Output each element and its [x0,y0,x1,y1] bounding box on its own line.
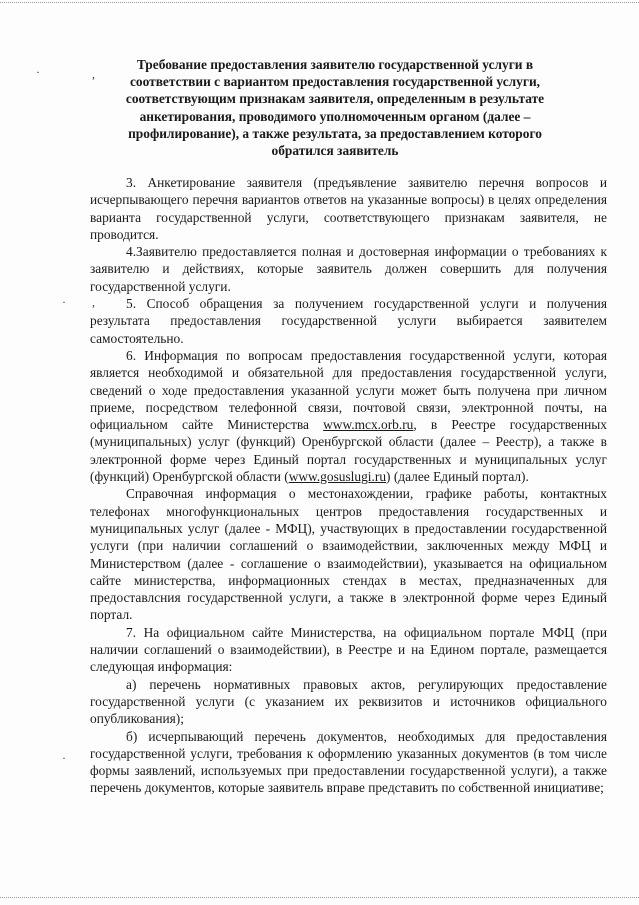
scan-speck: · [62,751,66,765]
paragraph-7a: а) перечень нормативных правовых актов, регулирующих предоставление государственной услуги (с указанием их реквизитов и источников официального опубликования); [90,676,607,727]
paragraph-7: 7. На официальном сайте Министерства, на официальном портале МФЦ (при наличии соглашений о взаимодействии), в Реестре и на Едином портале, размещается следующая информация: [90,624,607,675]
paragraph-6-text-a: 6. Информация по вопросам предоставления государственной услуги, которая является необходимой и обязательной для предоставления государственной услуги, сведений о ходе предоставления указанной услуги может быть получена при личном приеме, посредством телефонной связи, почтовой связи, электронной почты, на официальном сайте Министерства [90,347,607,433]
scan-edge-top [0,2,639,3]
gosuslugi-link[interactable]: www.gosuslugi.ru [288,469,387,485]
paragraph-6-text-b: , в Реестре государственных (муниципальных) услуг (функций) Оренбургской области (далее – Реестр), а также в электронной форме через Единый портал государственных и муниципальных услуг (функций) Оренбургской области ( [90,417,607,485]
paragraph-reference-info: Справочная информация о местонахождении, графике работы, контактных телефонах многофункциональных центров предоставления государственных и муниципальных услуг (далее - МФЦ), участвующих в предоставлении государственной услуги (при наличии соглашений о взаимодействии, заключенных между МФЦ и Министерством (далее - соглашение о взаимодействии), указывается на официальном сайте министерства, информационных стендах в местах, предназначенных для предоставлсния государственной услуги, а также в электронной форме через Единый портал. [90,486,607,623]
scan-speck: , [92,295,95,309]
scan-speck: , [92,67,95,81]
paragraph-6-text-c: ) (далее Единый портал). [386,469,529,485]
paragraph-3: 3. Анкетирование заявителя (предъявление заявителю перечня вопросов и исчерпывающего перечня вариантов ответов на указанные вопросы) в целях определения варианта государственной услуги, соответствующего признакам заявителя, не проводится. [90,175,607,242]
paragraph-6 [90,347,607,485]
scan-speck: · [62,295,66,309]
document-body [90,174,607,797]
scan-speck: · [36,65,40,79]
paragraph-7b: б) исчерпывающий перечень документов, необходимых для предоставления государственной услуги, требования к оформлению указанных документов (в том числе формы заявлений, используемых при предоставлении государственной услуги), а также перечень документов, которые заявитель вправе представить по собственной инициативе; [90,728,607,796]
paragraph-5: 5. Способ обращения за получением государственной услуги и получения результата предоставления государственной услуги выбирается заявителем самостоятельно. [90,296,607,346]
ministry-site-link[interactable]: www.mcx.orb.ru [323,417,414,433]
document-title: Требование предоставления заявителю государственной услуги в соответствии с вариантом предоставления государственной услуги, соответствующим признакам заявителя, определенным в результате анкетирования, проводимого уполномоченным органом (далее – профилирование), а также результата, за предоставлением которого обратился заявитель [125,57,545,159]
paragraph-4: 4.Заявителю предоставляется полная и достоверная информации о требованиях к заявителю и действиях, которые заявитель должен совершить для получения государственной услуги. [90,244,607,294]
scan-edge-bottom [0,897,639,898]
